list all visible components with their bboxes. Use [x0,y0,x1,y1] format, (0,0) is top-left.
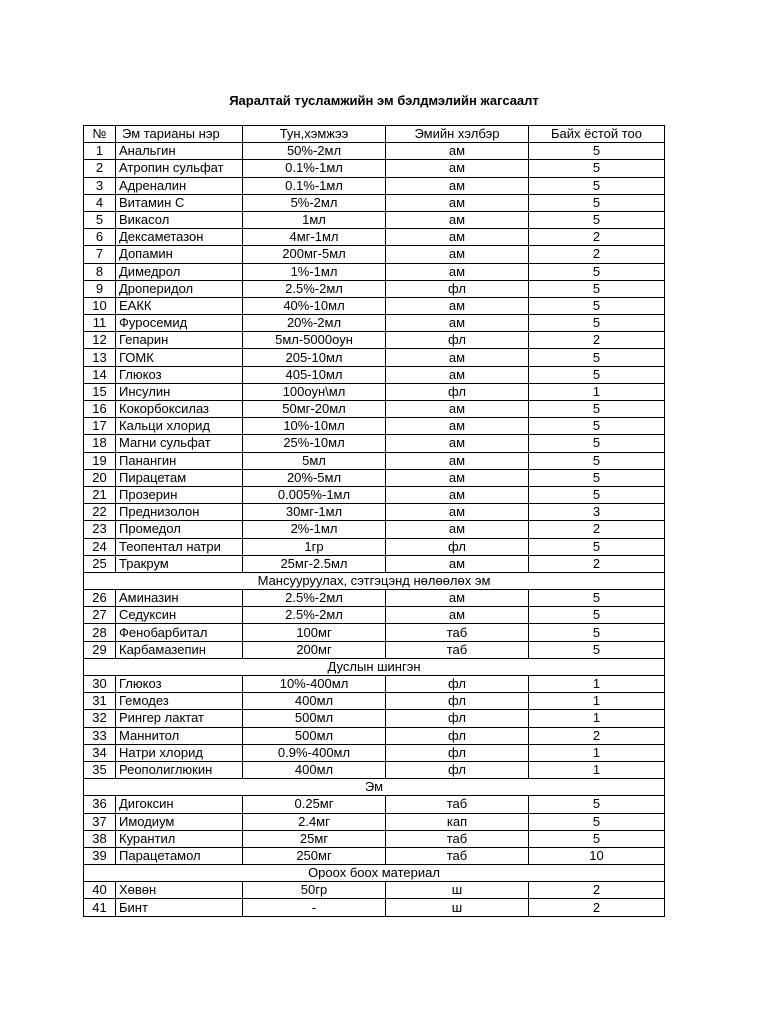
table-row [84,332,665,349]
section-header-row [84,572,665,589]
drug-name: Дексаметазон [116,229,243,246]
drug-quantity: 3 [529,504,665,521]
drug-name: Панангин [116,452,243,469]
drug-quantity: 5 [529,297,665,314]
drug-form: ам [386,194,529,211]
row-number: 11 [84,315,116,332]
row-number: 20 [84,469,116,486]
drug-name: ГОМК [116,349,243,366]
drug-quantity: 5 [529,796,665,813]
header-dose: Тун,хэмжээ [243,126,386,143]
drug-dose: - [243,899,386,916]
row-number: 3 [84,177,116,194]
table-row [84,899,665,916]
drug-dose: 5%-2мл [243,194,386,211]
drug-dose: 100мг [243,624,386,641]
row-number: 17 [84,418,116,435]
section-title: Дуслын шингэн [84,658,665,675]
table-row [84,624,665,641]
drug-dose: 0.1%-1мл [243,177,386,194]
drug-quantity: 2 [529,727,665,744]
table-row [84,727,665,744]
table-row [84,229,665,246]
drug-name: Имодиум [116,813,243,830]
drug-form: фл [386,693,529,710]
row-number: 28 [84,624,116,641]
table-row [84,263,665,280]
drug-form: ам [386,452,529,469]
row-number: 9 [84,280,116,297]
drug-dose: 25%-10мл [243,435,386,452]
row-number: 8 [84,263,116,280]
drug-quantity: 5 [529,263,665,280]
drug-quantity: 5 [529,641,665,658]
row-number: 13 [84,349,116,366]
drug-form: ам [386,143,529,160]
row-number: 32 [84,710,116,727]
drug-name: Фенобарбитал [116,624,243,641]
table-row [84,143,665,160]
drug-quantity: 2 [529,246,665,263]
drug-dose: 30мг-1мл [243,504,386,521]
table-row [84,401,665,418]
table-row [84,486,665,503]
table-row [84,280,665,297]
row-number: 23 [84,521,116,538]
drug-dose: 205-10мл [243,349,386,366]
table-row [84,796,665,813]
drug-quantity: 5 [529,194,665,211]
drug-quantity: 1 [529,676,665,693]
drug-form: таб [386,847,529,864]
table-row [84,418,665,435]
drug-quantity: 2 [529,899,665,916]
drug-dose: 25мг-2.5мл [243,555,386,572]
drug-form: ам [386,177,529,194]
drug-dose: 2.5%-2мл [243,607,386,624]
drug-name: Глюкоз [116,676,243,693]
table-row [84,830,665,847]
table-header-row [84,126,665,143]
drug-dose: 2.5%-2мл [243,590,386,607]
drug-name: Преднизолон [116,504,243,521]
drug-form: ам [386,555,529,572]
drug-form: фл [386,332,529,349]
drug-name: Анальгин [116,143,243,160]
drug-form: ам [386,297,529,314]
drug-dose: 20%-5мл [243,469,386,486]
section-header-row [84,658,665,675]
table-row [84,882,665,899]
document-title: Яаралтай тусламжийн эм бэлдмэлийн жагсаалт [229,93,539,108]
row-number: 26 [84,590,116,607]
drug-form: ам [386,366,529,383]
table-row [84,452,665,469]
drug-dose: 405-10мл [243,366,386,383]
drug-dose: 400мл [243,693,386,710]
section-header-row [84,779,665,796]
drug-list-table [83,125,665,917]
drug-quantity: 2 [529,882,665,899]
row-number: 39 [84,847,116,864]
drug-name: Глюкоз [116,366,243,383]
drug-dose: 40%-10мл [243,297,386,314]
drug-name: Натри хлорид [116,744,243,761]
drug-dose: 50гр [243,882,386,899]
drug-quantity: 5 [529,813,665,830]
drug-form: ам [386,521,529,538]
row-number: 19 [84,452,116,469]
drug-name: Парацетамол [116,847,243,864]
row-number: 31 [84,693,116,710]
table-row [84,246,665,263]
drug-dose: 4мг-1мл [243,229,386,246]
row-number: 21 [84,486,116,503]
drug-form: таб [386,641,529,658]
drug-form: таб [386,796,529,813]
drug-form: ам [386,315,529,332]
drug-name: Теопентал натри [116,538,243,555]
drug-name: Витамин С [116,194,243,211]
drug-form: фл [386,383,529,400]
drug-quantity: 5 [529,160,665,177]
row-number: 6 [84,229,116,246]
drug-form: фл [386,280,529,297]
drug-dose: 400мл [243,761,386,778]
drug-quantity: 1 [529,693,665,710]
drug-form: фл [386,744,529,761]
drug-dose: 0.9%-400мл [243,744,386,761]
drug-form: ш [386,882,529,899]
drug-dose: 200мг [243,641,386,658]
section-title: Эм [84,779,665,796]
drug-form: ам [386,469,529,486]
table-row [84,555,665,572]
header-form: Эмийн хэлбэр [386,126,529,143]
table-row [84,315,665,332]
drug-dose: 1%-1мл [243,263,386,280]
drug-form: кап [386,813,529,830]
drug-form: фл [386,761,529,778]
table-row [84,504,665,521]
drug-dose: 0.005%-1мл [243,486,386,503]
drug-quantity: 5 [529,830,665,847]
drug-quantity: 5 [529,211,665,228]
drug-name: Фуросемид [116,315,243,332]
table-row [84,194,665,211]
drug-dose: 1гр [243,538,386,555]
drug-form: фл [386,710,529,727]
drug-dose: 50%-2мл [243,143,386,160]
header-num: № [84,126,116,143]
drug-quantity: 1 [529,761,665,778]
drug-form: ам [386,607,529,624]
table-row [84,761,665,778]
drug-name: Седуксин [116,607,243,624]
table-row [84,676,665,693]
drug-name: Реополиглюкин [116,761,243,778]
drug-dose: 5мл-5000оун [243,332,386,349]
table-row [84,847,665,864]
drug-form: ам [386,160,529,177]
drug-name: Кальци хлорид [116,418,243,435]
row-number: 37 [84,813,116,830]
table-row [84,435,665,452]
drug-name: Кокорбоксилаз [116,401,243,418]
row-number: 7 [84,246,116,263]
section-header-row [84,865,665,882]
drug-name: Дигоксин [116,796,243,813]
row-number: 34 [84,744,116,761]
drug-quantity: 2 [529,521,665,538]
drug-quantity: 2 [529,332,665,349]
row-number: 18 [84,435,116,452]
drug-dose: 10%-400мл [243,676,386,693]
drug-name: Маннитол [116,727,243,744]
drug-quantity: 5 [529,315,665,332]
drug-dose: 2%-1мл [243,521,386,538]
drug-form: таб [386,624,529,641]
drug-form: ам [386,435,529,452]
table-row [84,160,665,177]
drug-dose: 50мг-20мл [243,401,386,418]
drug-form: ам [386,504,529,521]
drug-name: Магни сульфат [116,435,243,452]
drug-form: ам [386,349,529,366]
row-number: 5 [84,211,116,228]
row-number: 24 [84,538,116,555]
table-row [84,297,665,314]
drug-name: Бинт [116,899,243,916]
drug-quantity: 2 [529,555,665,572]
table-row [84,383,665,400]
drug-name: Пирацетам [116,469,243,486]
row-number: 1 [84,143,116,160]
row-number: 15 [84,383,116,400]
drug-dose: 2.4мг [243,813,386,830]
drug-name: ЕАКК [116,297,243,314]
table-row [84,607,665,624]
row-number: 2 [84,160,116,177]
drug-name: Аминазин [116,590,243,607]
drug-name: Викасол [116,211,243,228]
drug-quantity: 1 [529,710,665,727]
drug-form: ам [386,486,529,503]
header-qty: Байх ёстой тоо [529,126,665,143]
section-title: Мансууруулах, сэтгэцэнд нөлөөлөх эм [84,572,665,589]
drug-quantity: 5 [529,401,665,418]
drug-dose: 100оун\мл [243,383,386,400]
drug-dose: 500мл [243,727,386,744]
drug-dose: 500мл [243,710,386,727]
drug-form: ам [386,246,529,263]
drug-name: Карбамазепин [116,641,243,658]
drug-quantity: 5 [529,418,665,435]
table-row [84,693,665,710]
row-number: 35 [84,761,116,778]
drug-dose: 250мг [243,847,386,864]
drug-quantity: 5 [529,538,665,555]
row-number: 14 [84,366,116,383]
row-number: 30 [84,676,116,693]
drug-dose: 25мг [243,830,386,847]
drug-name: Промедол [116,521,243,538]
drug-form: ам [386,418,529,435]
table-row [84,177,665,194]
row-number: 10 [84,297,116,314]
drug-quantity: 5 [529,177,665,194]
table-row [84,366,665,383]
drug-name: Гепарин [116,332,243,349]
drug-name: Рингер лактат [116,710,243,727]
drug-name: Прозерин [116,486,243,503]
row-number: 40 [84,882,116,899]
row-number: 16 [84,401,116,418]
table-row [84,521,665,538]
drug-quantity: 5 [529,452,665,469]
drug-form: фл [386,727,529,744]
row-number: 12 [84,332,116,349]
drug-form: ам [386,263,529,280]
table-row [84,710,665,727]
drug-form: фл [386,538,529,555]
drug-quantity: 1 [529,744,665,761]
drug-dose: 20%-2мл [243,315,386,332]
table-row [84,744,665,761]
drug-quantity: 5 [529,590,665,607]
drug-name: Гемодез [116,693,243,710]
drug-quantity: 5 [529,624,665,641]
drug-name: Инсулин [116,383,243,400]
row-number: 36 [84,796,116,813]
drug-quantity: 10 [529,847,665,864]
table-row [84,641,665,658]
drug-form: ам [386,211,529,228]
drug-quantity: 1 [529,383,665,400]
row-number: 25 [84,555,116,572]
header-name: Эм тарианы нэр [116,126,243,143]
drug-quantity: 5 [529,469,665,486]
drug-quantity: 5 [529,280,665,297]
drug-quantity: 5 [529,366,665,383]
table-body [84,126,665,917]
drug-name: Дроперидол [116,280,243,297]
drug-dose: 10%-10мл [243,418,386,435]
drug-form: фл [386,676,529,693]
row-number: 33 [84,727,116,744]
drug-name: Атропин сульфат [116,160,243,177]
table-row [84,211,665,228]
row-number: 27 [84,607,116,624]
drug-quantity: 5 [529,143,665,160]
drug-dose: 5мл [243,452,386,469]
row-number: 22 [84,504,116,521]
drug-dose: 0.25мг [243,796,386,813]
drug-quantity: 5 [529,349,665,366]
row-number: 29 [84,641,116,658]
drug-name: Тракрум [116,555,243,572]
row-number: 41 [84,899,116,916]
drug-name: Димедрол [116,263,243,280]
table-row [84,538,665,555]
drug-name: Адреналин [116,177,243,194]
drug-quantity: 5 [529,607,665,624]
table-row [84,469,665,486]
table-row [84,349,665,366]
drug-dose: 2.5%-2мл [243,280,386,297]
drug-form: таб [386,830,529,847]
drug-quantity: 5 [529,435,665,452]
drug-dose: 0.1%-1мл [243,160,386,177]
drug-quantity: 2 [529,229,665,246]
drug-name: Хөвөн [116,882,243,899]
table-row [84,813,665,830]
drug-form: ш [386,899,529,916]
row-number: 38 [84,830,116,847]
drug-quantity: 5 [529,486,665,503]
drug-form: ам [386,590,529,607]
drug-dose: 1мл [243,211,386,228]
drug-name: Курантил [116,830,243,847]
row-number: 4 [84,194,116,211]
drug-name: Допамин [116,246,243,263]
drug-form: ам [386,229,529,246]
drug-form: ам [386,401,529,418]
section-title: Ороох боох материал [84,865,665,882]
drug-dose: 200мг-5мл [243,246,386,263]
table-row [84,590,665,607]
